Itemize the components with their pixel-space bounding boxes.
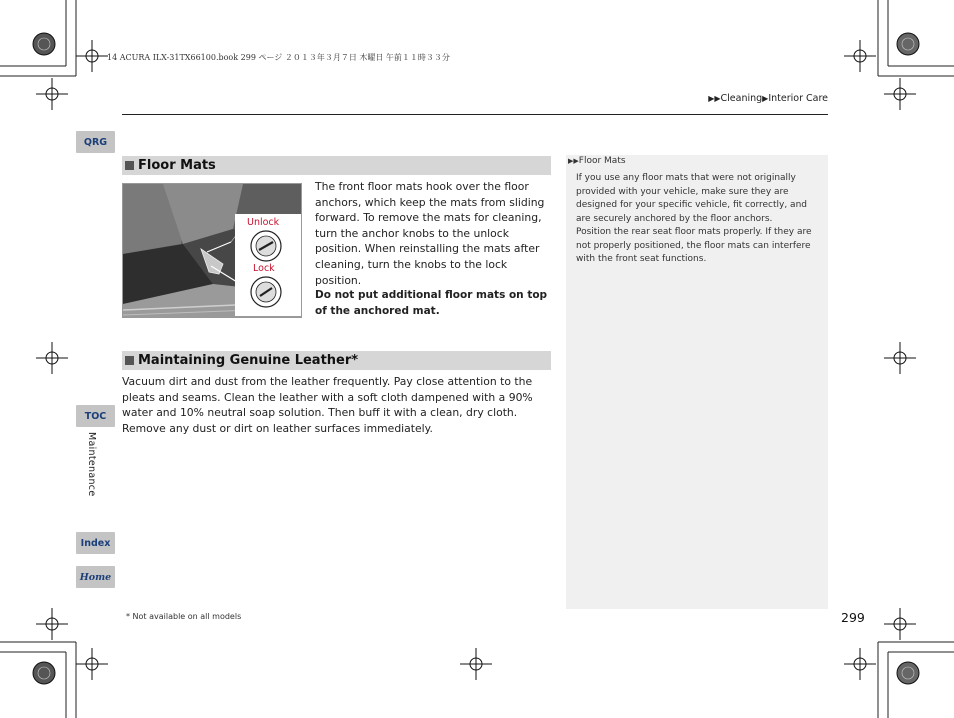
breadcrumb [708,93,828,104]
floor-mats-warning: Do not put additional floor mats on top of the anchored mat. [315,289,548,317]
page-number: 299 [841,610,865,625]
toc-tab[interactable] [76,405,115,427]
side-note-paragraph-1: If you use any floor mats that were not originally provided with your vehicle, make sure they are designed for your specific vehicle, fit correctly, and are securely anchored by the floor anchors. [576,173,807,224]
chapter-side-label: Maintenance [86,432,97,497]
toc-label: TOC [84,410,107,422]
unlock-label: Unlock [247,217,280,228]
side-note-paragraph-2: Position the rear seat floor mats properly. If they are not properly positioned, the floor mats can interfere with the front seat functions. [576,227,812,264]
breadcrumb-item-interior-care[interactable]: Interior Care [768,93,828,104]
arrow-icon: ▶ [762,94,769,103]
side-note-text [576,172,820,267]
qrg-tab[interactable] [76,131,115,153]
home-tab[interactable] [76,566,115,588]
footnote: * Not available on all models [126,612,242,621]
square-bullet-icon [125,356,134,365]
home-label: Home [79,571,112,583]
floor-mats-heading-bar [122,156,551,175]
index-label: Index [80,537,111,549]
breadcrumb-item-cleaning[interactable]: Cleaning [720,93,763,104]
square-bullet-icon [125,161,134,170]
leather-heading-bar [122,351,551,370]
side-note-title [568,156,626,166]
floor-mats-heading: Floor Mats [138,158,216,173]
floor-mats-paragraph: The front floor mats hook over the floor anchors, which keep the mats from sliding forward. To remove the mats for cleaning, turn the anchor knobs to the unlock position. When reinstalling the mats after cleaning, turn the knobs to the lock position. [315,180,545,287]
lock-label: Lock [253,263,275,274]
double-arrow-icon: ▶▶ [708,94,721,103]
header-rule [122,114,828,115]
floor-mat-illustration [123,184,302,318]
qrg-label: QRG [83,136,108,148]
leather-paragraph: Vacuum dirt and dust from the leather frequently. Pay close attention to the pleats and seams. Clean the leather with a soft cloth dampened with a 90% water and 10% neutral soap solution. Then buff it with a clean, dry cloth. Remove any dust or dirt on leather surfaces immediately. [122,375,533,435]
floor-mat-anchor-figure [122,183,302,318]
print-header: 14 ACURA ILX-31TX66100.book 299 ページ ２０１３年３月７日 木曜日 午前１１時３３分 [107,53,450,62]
side-note-title-text: Floor Mats [578,156,626,166]
leather-heading[interactable]: Maintaining Genuine Leather* [138,353,359,368]
double-arrow-icon: ▶▶ [568,157,579,165]
index-tab[interactable] [76,532,115,554]
